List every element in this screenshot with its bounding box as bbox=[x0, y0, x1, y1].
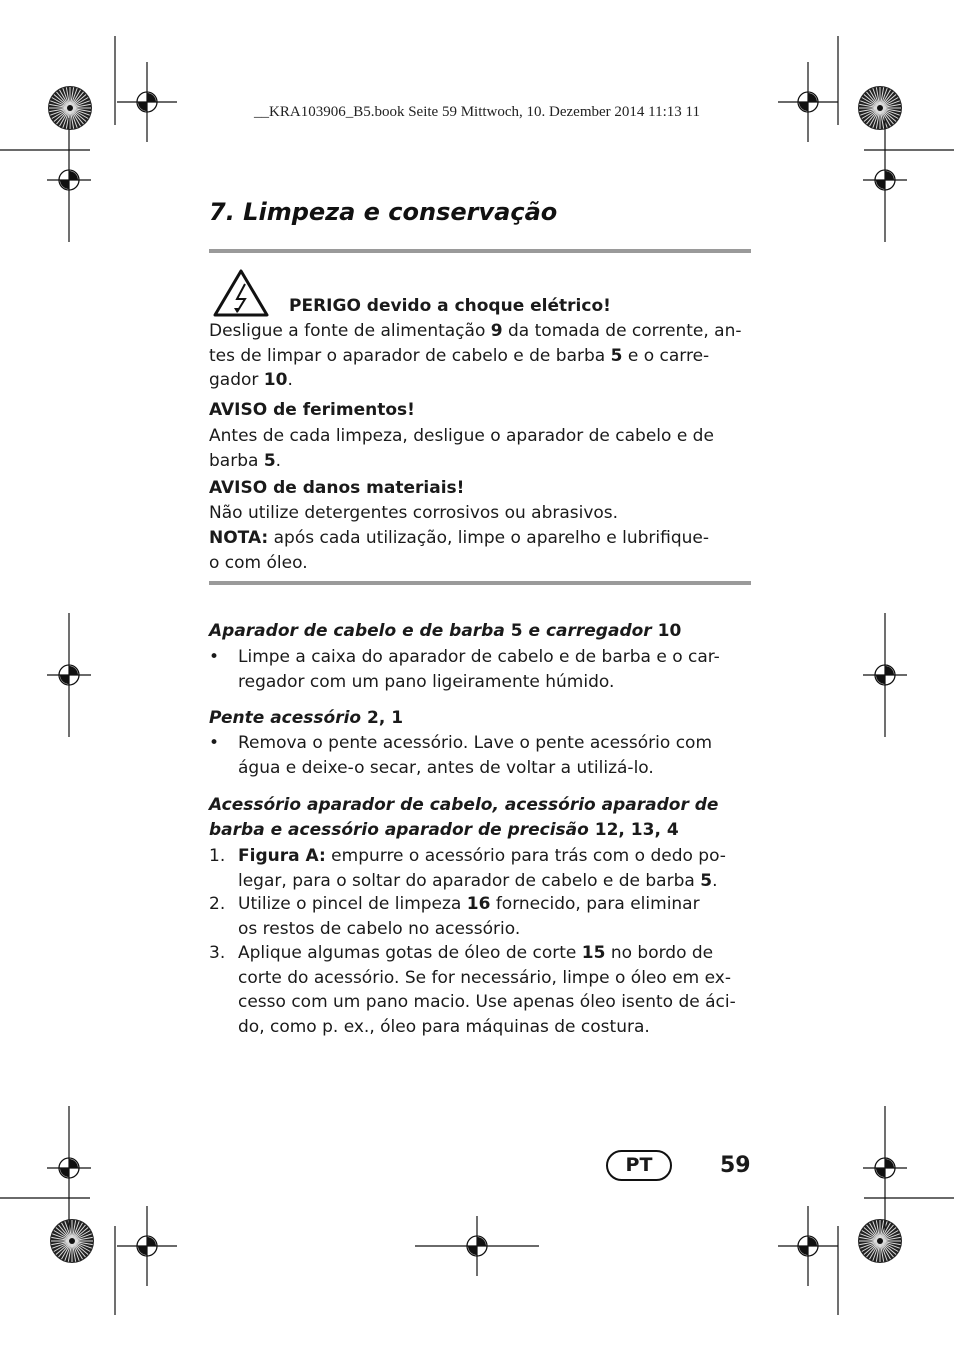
bullet-marker: • bbox=[209, 647, 220, 667]
registration-crosshair bbox=[863, 613, 907, 737]
warning-box-bottom-rule bbox=[209, 581, 751, 585]
danger-text: Desligue a fonte de alimentação 9 da tomada de corrente, an- tes de limpar o aparador de cabelo e de barba 5 e o carre- gador 10. bbox=[209, 321, 742, 390]
italic-bold-run: Pente acessório bbox=[209, 708, 368, 728]
electric-shock-warning-icon bbox=[212, 268, 270, 318]
bold-run: 15 bbox=[581, 943, 606, 963]
print-file-header: __KRA103906_B5.book Seite 59 Mittwoch, 10. Dezember 2014 11:13 11 bbox=[254, 104, 700, 120]
warning-box-top-rule bbox=[209, 249, 751, 253]
section-title: 7. Limpeza e conservação bbox=[209, 198, 558, 226]
note-text: NOTA: após cada utilização, limpe o aparelho e lubrifique- o com óleo. bbox=[209, 528, 710, 573]
registration-crosshair bbox=[117, 1206, 177, 1286]
bold-run: 5 bbox=[700, 870, 713, 891]
page-number: 59 bbox=[720, 1153, 751, 1178]
step-text: Aplique algumas gotas de óleo de corte 15 no bordo de corte do acessório. Se for necessário, limpe o óleo em ex- cesso com um pano macio. Use apenas óleo isento de áci- do, como p. ex., óleo para máquinas de costura. bbox=[238, 943, 736, 1037]
language-badge: PT bbox=[606, 1150, 672, 1181]
registration-crosshair bbox=[778, 1206, 838, 1286]
bold-run: 9 bbox=[490, 321, 503, 341]
bold-run: 10 bbox=[657, 621, 682, 641]
step-text: Figura A: empurre o acessório para trás com o dedo po- legar, para o soltar do aparador de cabelo e de barba 5. bbox=[238, 846, 726, 891]
italic-bold-run: e carregador bbox=[522, 621, 658, 641]
attachments-heading bbox=[209, 793, 754, 842]
bold-run: 5 bbox=[510, 621, 523, 641]
bold-run: Figura A: bbox=[238, 846, 326, 866]
injury-heading: AVISO de ferimentos! bbox=[209, 400, 415, 420]
bold-run: NOTA: bbox=[209, 528, 269, 548]
bold-run: 2, 1 bbox=[367, 708, 404, 728]
registration-starburst bbox=[858, 1219, 902, 1263]
list-item-text: Limpe a caixa do aparador de cabelo e de barba e o car- regador com um pano ligeiramente húmido. bbox=[238, 647, 720, 692]
registration-crosshair bbox=[47, 118, 91, 242]
registration-crosshair bbox=[47, 1106, 91, 1230]
registration-crosshair bbox=[863, 118, 907, 242]
material-heading: AVISO de danos materiais! bbox=[209, 478, 465, 498]
italic-bold-run: barba e acessório aparador de precisão bbox=[209, 819, 595, 840]
registration-crosshair bbox=[415, 1216, 539, 1276]
injury-text: Antes de cada limpeza, desligue o aparador de cabelo e de barba 5. bbox=[209, 426, 714, 471]
list-item-text: Remova o pente acessório. Lave o pente acessório com água e deixe-o secar, antes de voltar a utilizá-lo. bbox=[238, 733, 712, 778]
registration-crosshair bbox=[47, 613, 91, 737]
bold-run: 16 bbox=[466, 894, 491, 914]
step-text: Utilize o pincel de limpeza 16 fornecido, para eliminar os restos de cabelo no acessório. bbox=[238, 894, 700, 939]
registration-starburst bbox=[50, 1219, 94, 1263]
step-number: 2. bbox=[209, 894, 226, 914]
bold-run: 5 bbox=[610, 345, 623, 366]
bold-run: 12, 13, 4 bbox=[594, 819, 679, 840]
italic-bold-run: Aparador de cabelo e de barba bbox=[209, 621, 511, 641]
trimmer-heading bbox=[209, 619, 754, 644]
registration-crosshair bbox=[863, 1106, 907, 1230]
registration-crosshair bbox=[778, 62, 838, 142]
bold-run: 5 bbox=[263, 450, 276, 471]
material-text: Não utilize detergentes corrosivos ou abrasivos. bbox=[209, 503, 619, 523]
registration-crosshair bbox=[117, 62, 177, 142]
step-number: 1. bbox=[209, 846, 226, 866]
comb-heading bbox=[209, 706, 754, 731]
danger-heading: PERIGO devido a choque elétrico! bbox=[289, 296, 611, 316]
italic-bold-run: Acessório aparador de cabelo, acessório aparador de bbox=[209, 795, 719, 815]
bold-run: 10 bbox=[263, 370, 288, 390]
bullet-marker: • bbox=[209, 733, 220, 753]
step-number: 3. bbox=[209, 943, 226, 963]
